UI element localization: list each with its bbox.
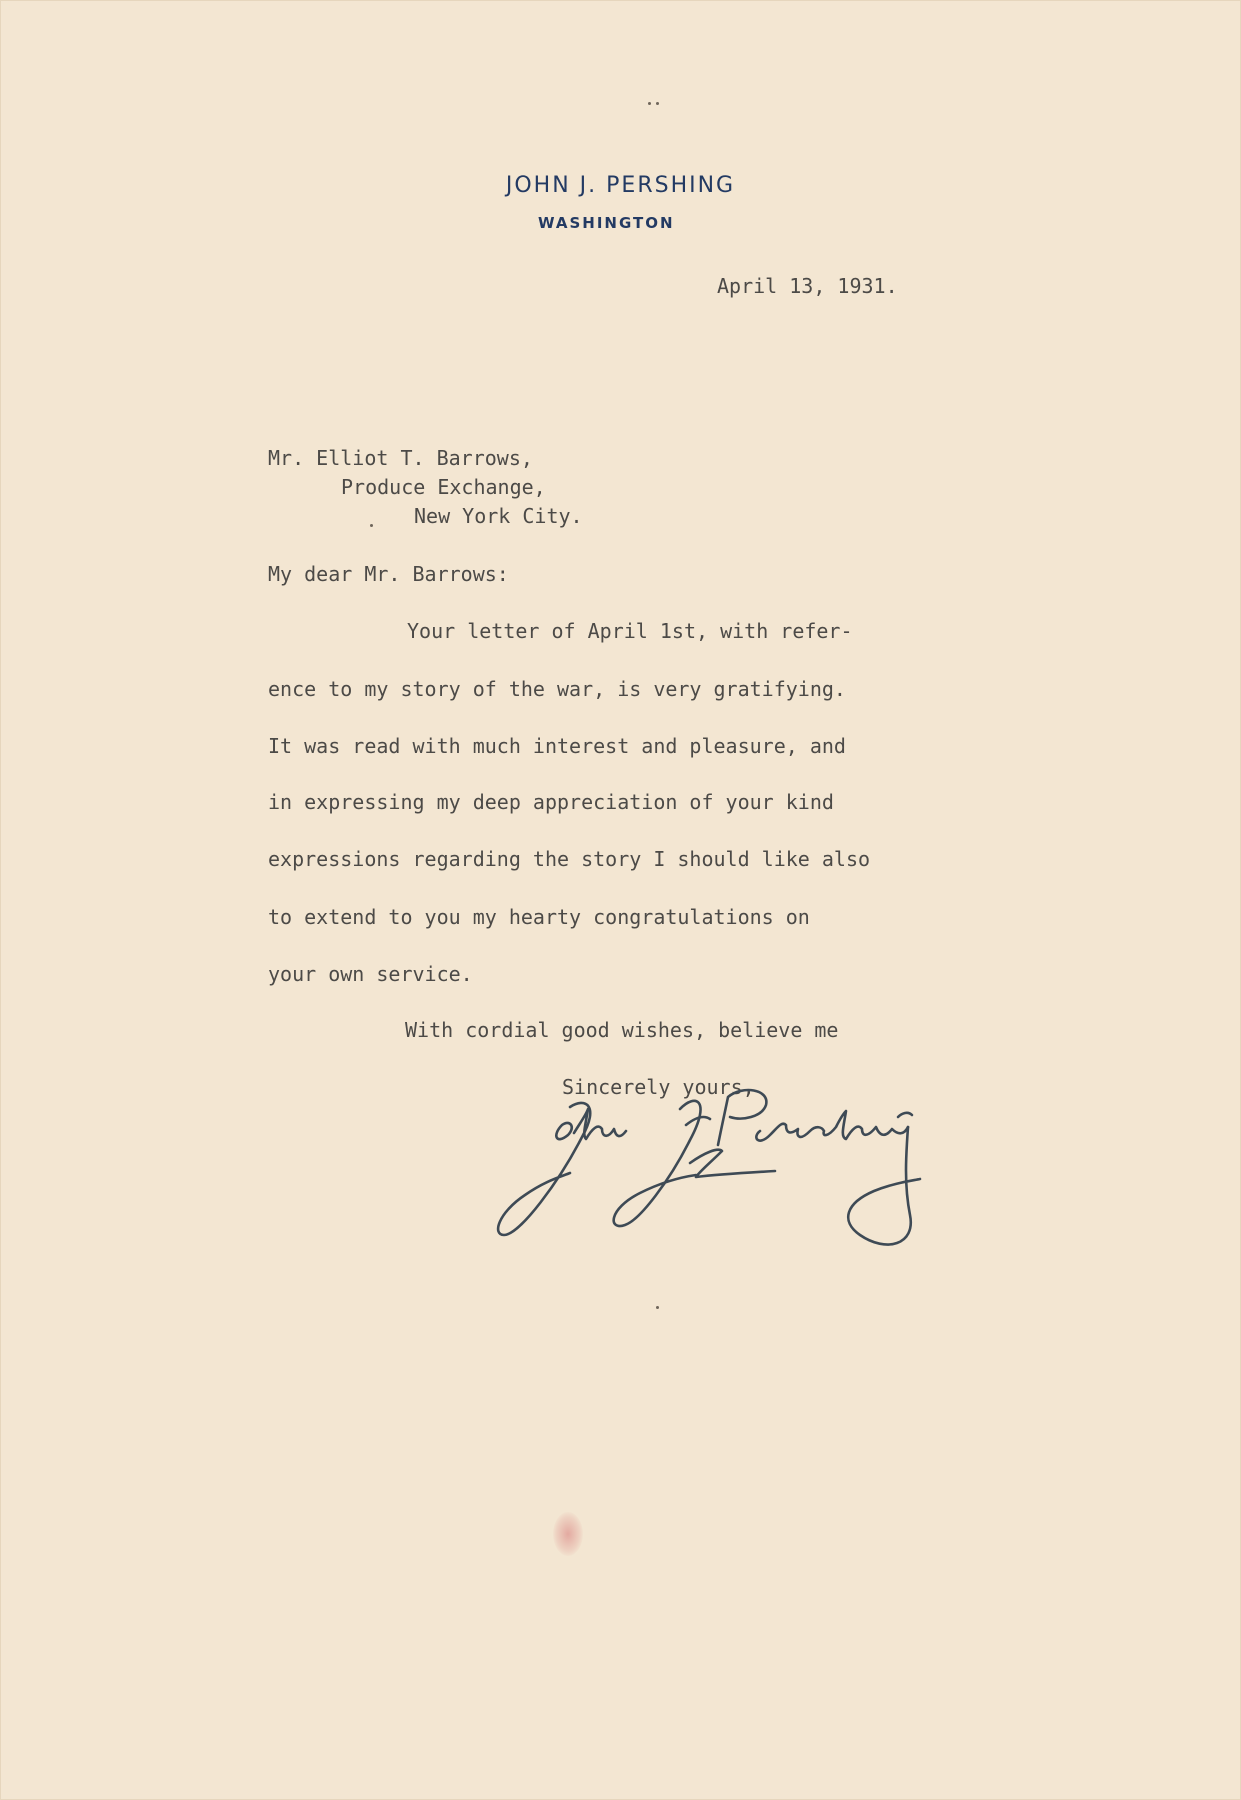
body-line-3: It was read with much interest and pleasure, and xyxy=(268,734,846,758)
recipient-organization: Produce Exchange, xyxy=(341,475,546,499)
body-line-4: in expressing my deep appreciation of your kind xyxy=(268,790,834,814)
paper-speck xyxy=(656,102,659,105)
body-line-6: to extend to you my hearty congratulations on xyxy=(268,905,810,929)
signoff: Sincerely yours, xyxy=(562,1075,755,1099)
letter-date: April 13, 1931. xyxy=(717,274,898,298)
recipient-name: Mr. Elliot T. Barrows, xyxy=(268,446,533,470)
closing-line: With cordial good wishes, believe me xyxy=(405,1018,839,1042)
letterhead-city: WASHINGTON xyxy=(538,214,675,232)
body-line-2: ence to my story of the war, is very gratifying. xyxy=(268,677,846,701)
body-line-7: your own service. xyxy=(268,962,473,986)
paper-speck xyxy=(648,102,651,105)
letterhead-name: JOHN J. PERSHING xyxy=(505,173,736,198)
salutation: My dear Mr. Barrows: xyxy=(268,562,509,586)
ink-smudge xyxy=(553,1512,583,1556)
body-line-5: expressions regarding the story I should like also xyxy=(268,847,871,871)
body-line-1: Your letter of April 1st, with refer- xyxy=(407,619,853,643)
handwritten-signature xyxy=(490,1085,1030,1255)
recipient-city: New York City. xyxy=(414,504,583,528)
paper-speck xyxy=(370,524,373,527)
paper-speck xyxy=(656,1306,659,1309)
